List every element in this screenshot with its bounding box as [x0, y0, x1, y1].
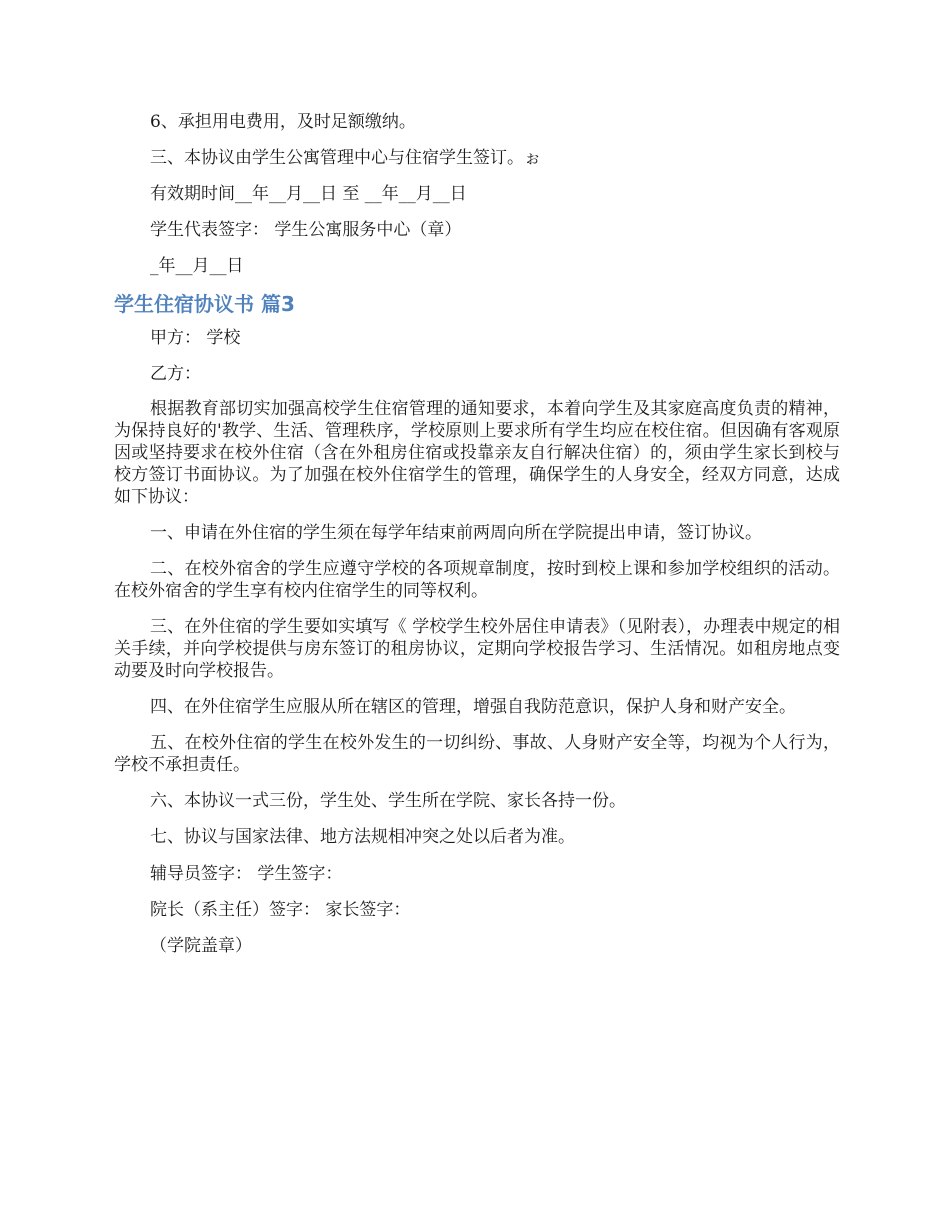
party-a: 甲方： 学校	[150, 328, 241, 348]
signature-line-student-rep: 学生代表签字： 学生公寓服务中心（章）	[150, 220, 462, 240]
document-content	[114, 110, 840, 970]
preamble-paragraph: 根据教育部切实加强高校学生住宿管理的通知要求，本着向学生及其家庭高度负责的精神，为保持良好的'教学、生活、管理秩序，学校原则上要求所有学生均应在校住宿。但因确有客观原因或坚持要求在校外住宿（含在外租房住宿或投靠亲友自行解决住宿）的，须由学生家长到校与校方签订书面协议。为了加强在校外住宿学生的管理，确保学生的人身安全，经双方同意，达成如下协议：	[114, 399, 840, 507]
clause-3-signing-parties: 三、本协议由学生公寓管理中心与住宿学生签订。ぉ	[150, 148, 541, 168]
section-heading: 学生住宿协议书 篇3	[114, 292, 295, 316]
agreement-clause-3: 三、在外住宿的学生要如实填写《 学校学生校外居住申请表》（见附表），办理表中规定的相关手续，并向学校提供与房东签订的租房协议，定期向学校报告学习、生活情况。如租房地点变动要及时向学校报告。	[114, 617, 840, 681]
agreement-clause-4: 四、在外住宿学生应服从所在辖区的管理，增强自我防范意识，保护人身和财产安全。	[150, 697, 796, 717]
agreement-clause-2: 二、在校外宿舍的学生应遵守学校的各项规章制度，按时到校上课和参加学校组织的活动。在校外宿舍的学生享有校内住宿学生的同等权利。	[114, 559, 840, 601]
agreement-clause-1: 一、申请在外住宿的学生须在每学年结束前两周向所在学院提出申请，签订协议。	[150, 523, 762, 543]
validity-period: 有效期时间__年__月__日 至 __年__月__日	[150, 184, 467, 204]
date-line: _年__月__日	[150, 256, 244, 276]
signature-line-counselor-student: 辅导员签字： 学生签字：	[150, 864, 343, 884]
agreement-clause-5: 五、在校外住宿的学生在校外发生的一切纠纷、事故、人身财产安全等，均视为个人行为，学校不承担责任。	[114, 733, 840, 775]
agreement-clause-6: 六、本协议一式三份，学生处、学生所在学院、家长各持一份。	[150, 791, 626, 811]
agreement-clause-7: 七、协议与国家法律、地方法规相冲突之处以后者为准。	[150, 827, 575, 847]
signature-line-dean-parent: 院长（系主任）签字： 家长签字：	[150, 900, 411, 920]
clause-6-electricity: 6、承担用电费用，及时足额缴纳。	[150, 112, 416, 132]
party-b: 乙方：	[150, 364, 201, 384]
college-seal-line: （学院盖章）	[150, 936, 252, 956]
